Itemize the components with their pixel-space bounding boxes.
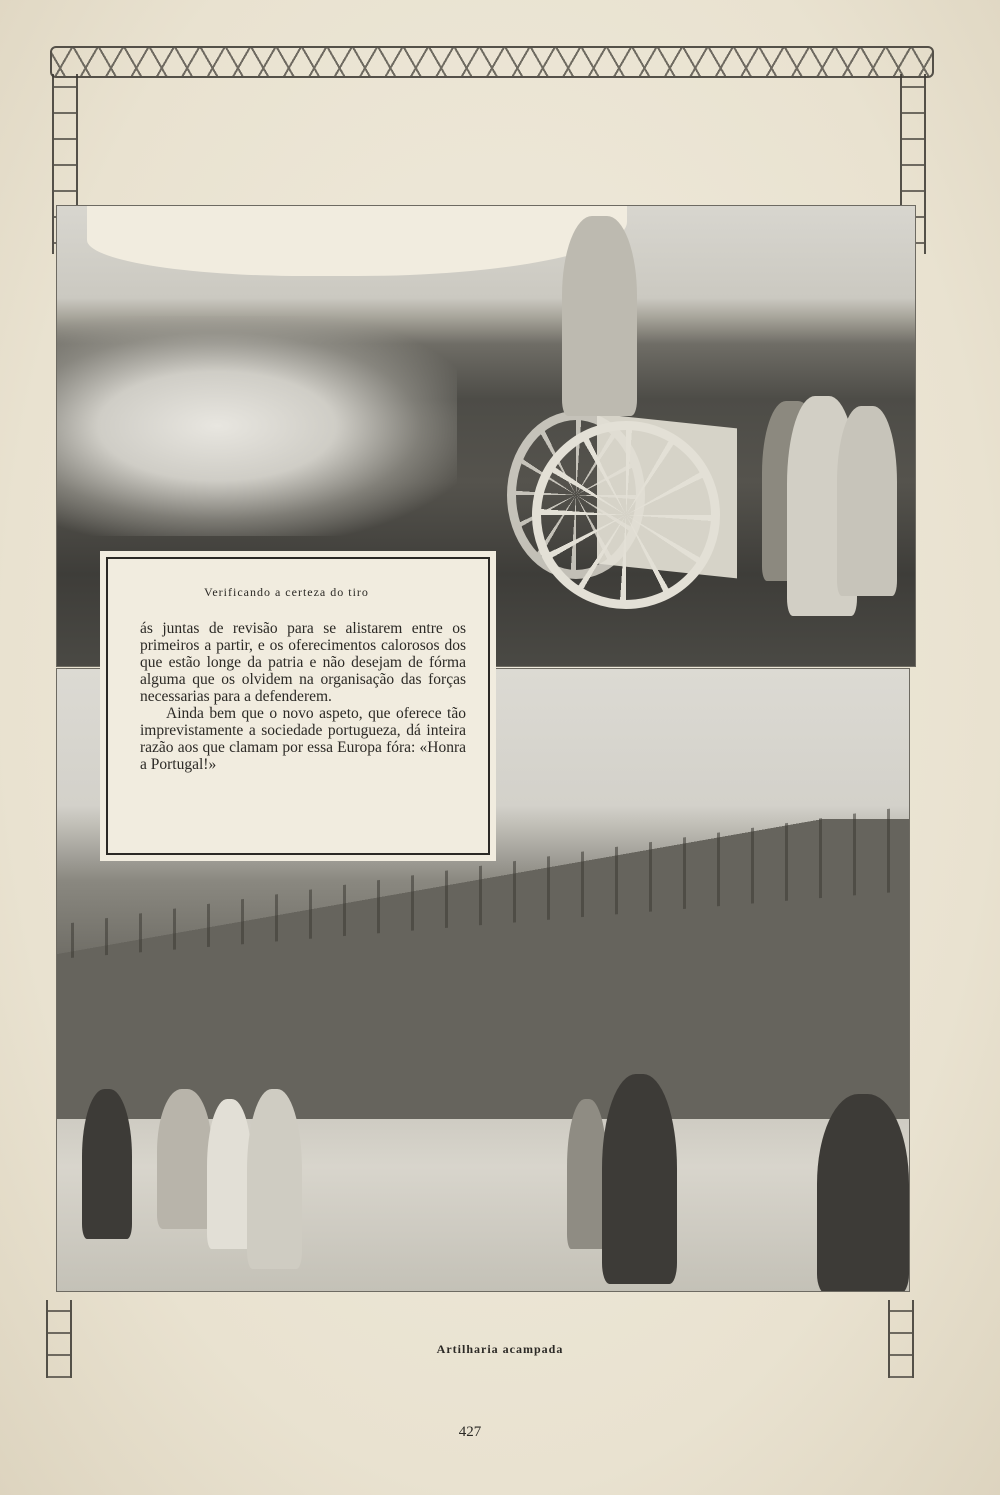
top-photo-caption: Verificando a certeza do tiro [204,585,369,599]
bystander-figure [567,1099,607,1249]
bystander-figure [82,1089,132,1239]
gun-smoke [57,316,457,536]
bystander-figure [817,1094,909,1292]
bottom-photo-caption: Artilharia acampada [436,1342,564,1356]
bystander-figure [157,1089,212,1229]
soldier-figure [837,406,897,596]
bystander-figure [207,1099,252,1249]
text-panel [106,557,490,855]
bystander-figure [602,1074,677,1284]
officer-figure [562,216,637,416]
ornamental-frame-bottom-left [46,1300,72,1378]
carriage-wheel [532,421,720,609]
article-paragraph: ás juntas de revisão para se alistarem entre os primeiros a partir, e os oferecimentos calorosos dos que estão longe da patria e não desejam de fórma alguma que os olvidem na organisação das forças necessarias para a defenderem. [140,620,466,705]
article-body [140,620,474,773]
ornamental-frame-bottom-right [888,1300,914,1378]
bystander-figure [247,1089,302,1269]
ornamental-frame-top [50,46,934,78]
article-paragraph: Ainda bem que o novo aspeto, que oferece tão imprevistamente a sociedade portugueza, dá inteira razão aos que clamam por essa Europa fóra: «Honra a Portugal!» [140,705,466,773]
page-number: 427 [458,1424,482,1440]
